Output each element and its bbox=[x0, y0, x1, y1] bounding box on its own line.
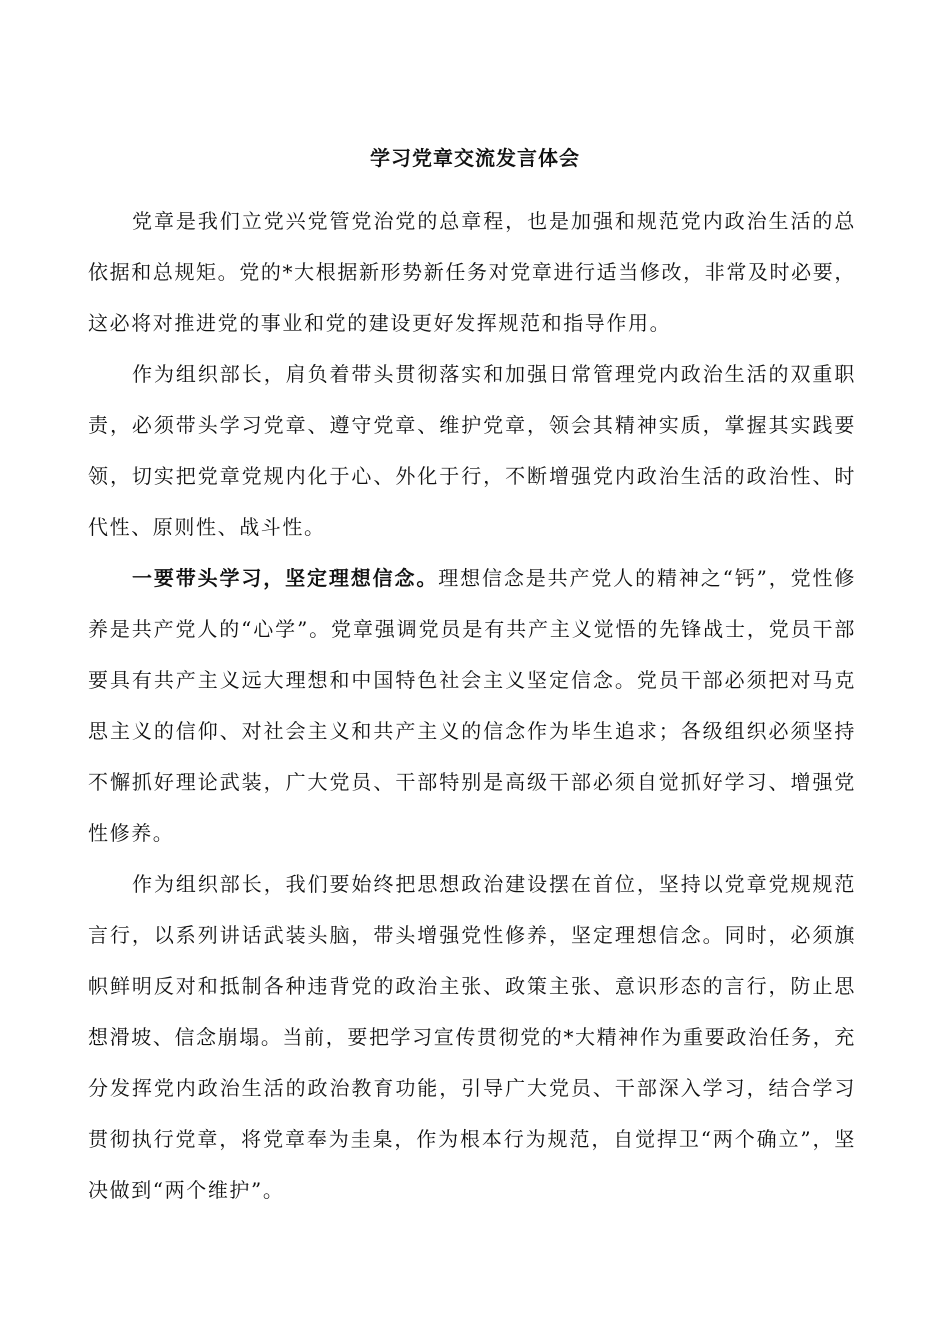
document-body bbox=[88, 196, 856, 1216]
paragraph-2 bbox=[88, 349, 856, 553]
paragraph-3-heading: 一要带头学习，坚定理想信念。 bbox=[132, 566, 439, 590]
document-title: 学习党章交流发言体会 bbox=[370, 146, 580, 170]
paragraph-3 bbox=[88, 553, 856, 859]
paragraph-3-text: 理想信念是共产党人的精神之“钙”，党性修养是共产党人的“心学”。党章强调党员是有共产主义觉悟的先锋战士，党员干部要具有共产主义远大理想和中国特色社会主义坚定信念。党员干部必须把对马克思主义的信仰、对社会主义和共产主义的信念作为毕生追求；各级组织必须坚持不懈抓好理论武装，广大党员、干部特别是高级干部必须自觉抓好学习、增强党性修养。 bbox=[88, 566, 856, 845]
paragraph-4-text: 作为组织部长，我们要始终把思想政治建设摆在首位，坚持以党章党规规范言行，以系列讲话武装头脑，带头增强党性修养，坚定理想信念。同时，必须旗帜鲜明反对和抵制各种违背党的政治主张、政策主张、意识形态的言行，防止思想滑坡、信念崩塌。当前，要把学习宣传贯彻党的*大精神作为重要政治任务，充分发挥党内政治生活的政治教育功能，引导广大党员、干部深入学习，结合学习贯彻执行党章，将党章奉为圭臬，作为根本行为规范，自觉捍卫“两个确立”，坚决做到“两个维护”。 bbox=[88, 872, 856, 1202]
paragraph-4 bbox=[88, 859, 856, 1216]
paragraph-2-text: 作为组织部长，肩负着带头贯彻落实和加强日常管理党内政治生活的双重职责，必须带头学习党章、遵守党章、维护党章，领会其精神实质，掌握其实践要领，切实把党章党规内化于心、外化于行，不断增强党内政治生活的政治性、时代性、原则性、战斗性。 bbox=[88, 362, 856, 539]
paragraph-1 bbox=[88, 196, 856, 349]
paragraph-1-text: 党章是我们立党兴党管党治党的总章程，也是加强和规范党内政治生活的总依据和总规矩。党的*大根据新形势新任务对党章进行适当修改，非常及时必要，这必将对推进党的事业和党的建设更好发挥规范和指导作用。 bbox=[88, 209, 856, 335]
